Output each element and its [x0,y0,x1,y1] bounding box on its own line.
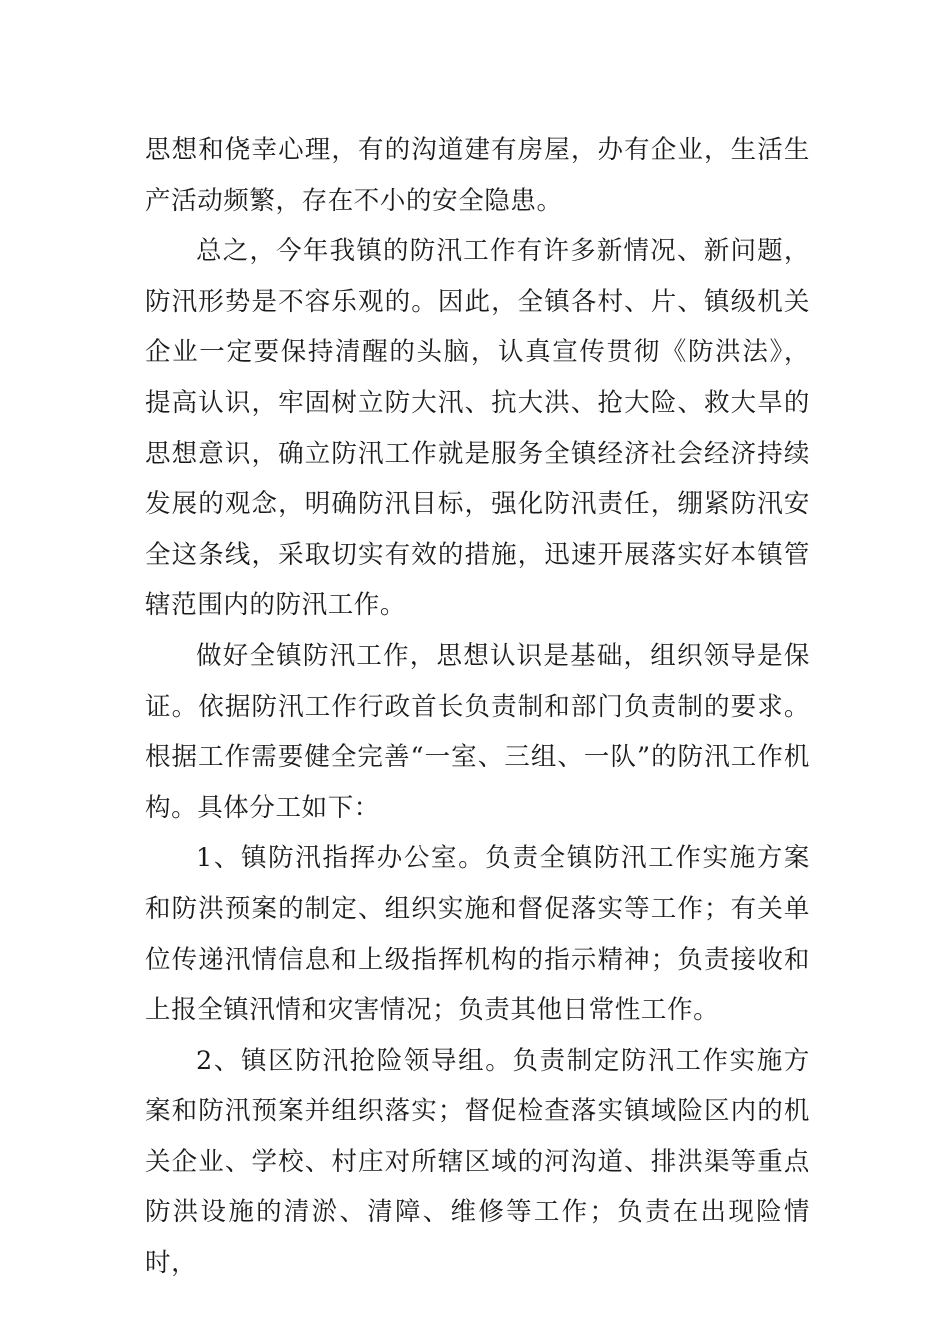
paragraph-3: 做好全镇防汛工作，思想认识是基础，组织领导是保证。依据防汛工作行政首长负责制和部门负责制的要求。根据工作需要健全完善“一室、三组、一队”的防汛工作机构。具体分工如下： [145,640,810,823]
paragraph-1: 思想和侥幸心理，有的沟道建有房屋，办有企业，生活生产活动频繁，存在不小的安全隐患。 [145,135,810,216]
paragraph-2: 总之，今年我镇的防汛工作有许多新情况、新问题，防汛形势是不容乐观的。因此，全镇各村、片、镇级机关企业一定要保持清醒的头脑，认真宣传贯彻《防洪法》，提高认识，牢固树立防大汛、抗大洪、抢大险、救大旱的思想意识，确立防汛工作就是服务全镇经济社会经济持续发展的观念，明确防汛目标，强化防汛责任，绷紧防汛安全这条线，采取切实有效的措施，迅速开展落实好本镇管辖范围内的防汛工作。 [145,236,810,621]
paragraph-4: 1、镇防汛指挥办公室。负责全镇防汛工作实施方案和防洪预案的制定、组织实施和督促落实等工作；有关单位传递汛情信息和上级指挥机构的指示精神；负责接收和上报全镇汛情和灾害情况；负责其他日常性工作。 [145,843,810,1026]
paragraph-5: 2、镇区防汛抢险领导组。负责制定防汛工作实施方案和防汛预案并组织落实；督促检查落实镇域险区内的机关企业、学校、村庄对所辖区域的河沟道、排洪渠等重点防洪设施的清淤、清障、维修等工作；负责在出现险情时， [145,1045,810,1279]
document-body [145,125,810,1289]
